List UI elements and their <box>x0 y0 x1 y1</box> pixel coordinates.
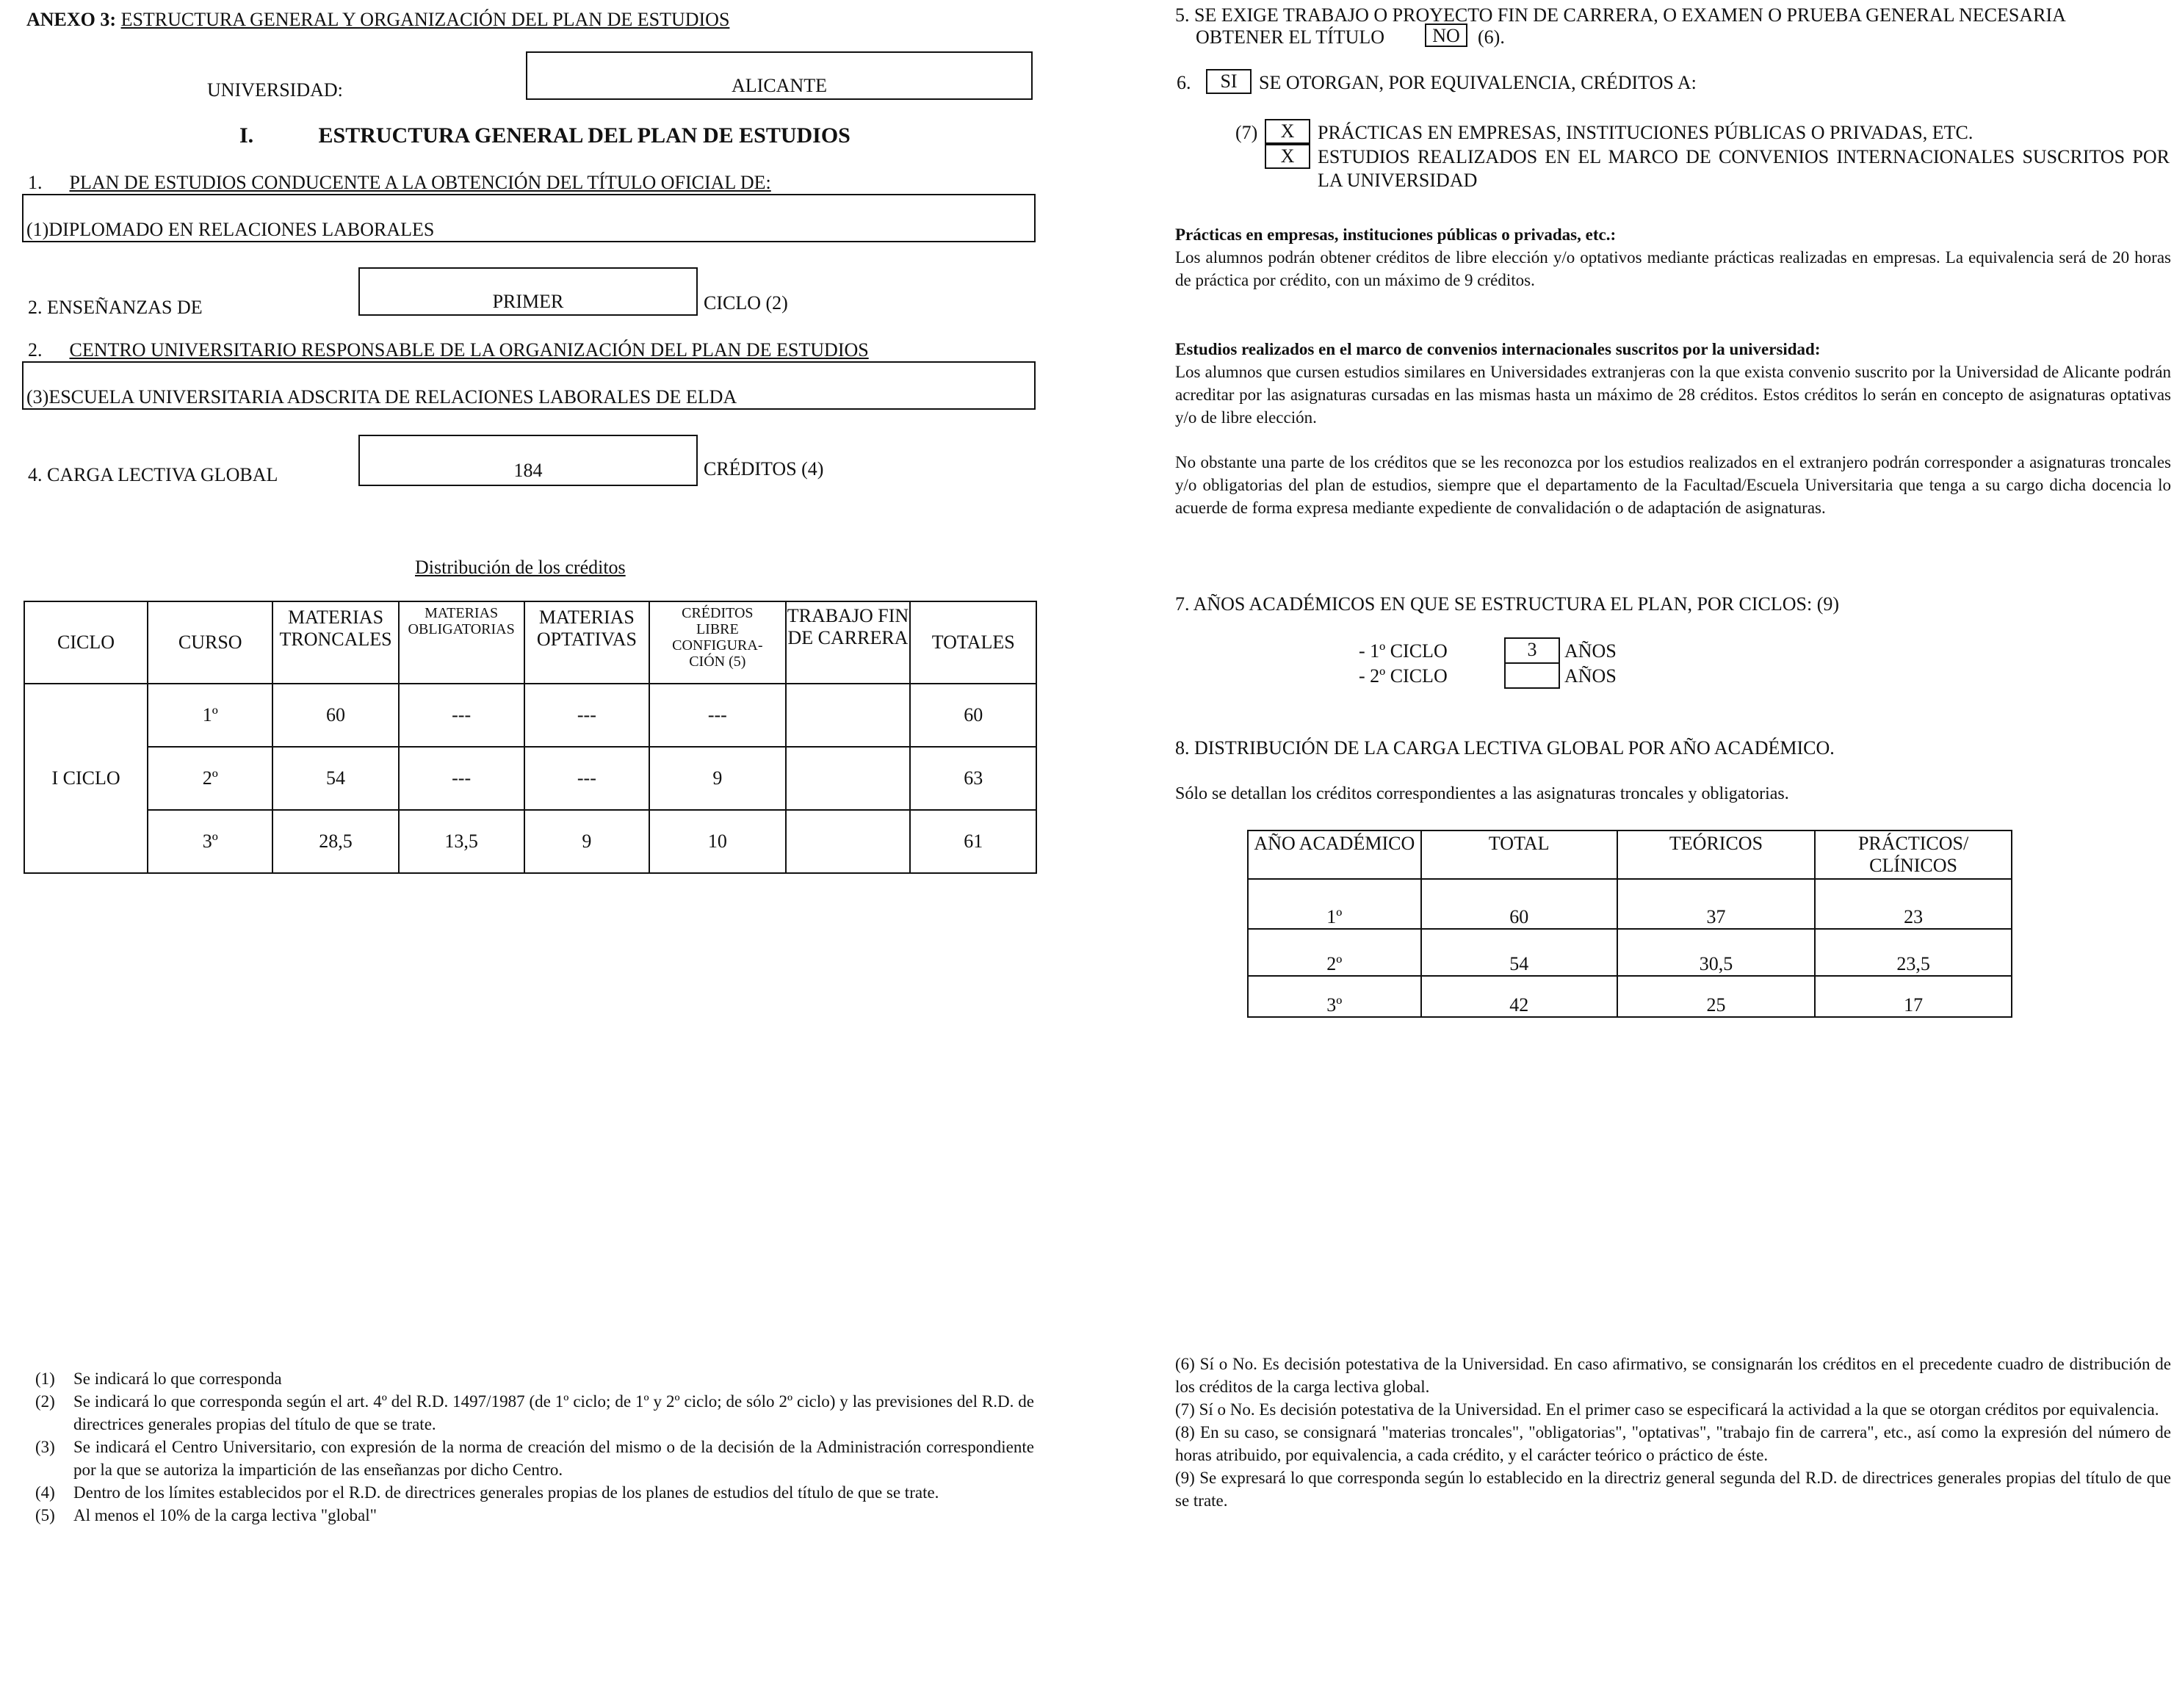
carga-header-cell: AÑO ACADÉMICO <box>1248 831 1421 879</box>
table-row <box>24 810 1036 873</box>
item5-line1: 5. SE EXIGE TRABAJO O PROYECTO FIN DE CARRERA, O EXAMEN O PRUEBA GENERAL NECESARIA <box>1175 4 2066 26</box>
item6-number: 6. <box>1177 72 1191 93</box>
table-row <box>1248 879 2012 929</box>
footnote-item <box>1175 1353 2171 1398</box>
table-cell: 63 <box>910 747 1036 810</box>
table-cell: 10 <box>649 810 785 873</box>
table-row <box>24 747 1036 810</box>
ciclo1-value: 3 <box>1527 639 1537 660</box>
dist-header-row <box>24 601 1036 684</box>
anexo-title: ESTRUCTURA GENERAL Y ORGANIZACIÓN DEL PLAN DE ESTUDIOS <box>120 9 730 30</box>
table-cell: --- <box>524 684 650 747</box>
item6-ref: (7) <box>1235 122 1258 143</box>
item6-value-box <box>1206 69 1252 94</box>
carga-header-cell: TEÓRICOS <box>1617 831 1815 879</box>
footnote-number: (5) <box>35 1506 55 1524</box>
ciclo2-unit: AÑOS <box>1564 665 1617 687</box>
footnote-text: Se expresará lo que corresponda según lo establecido en la directriz general segunda del R.D. de directrices generales propias del título de que se trate. <box>1175 1469 2172 1510</box>
footnote-number: (7) <box>1175 1400 1195 1419</box>
item4-label: 4. CARGA LECTIVA GLOBAL <box>28 464 278 485</box>
table-cell: 42 <box>1421 976 1617 1017</box>
footnote-text: Sí o No. Es decisión potestativa de la Universidad. En caso afirmativo, se consignarán los créditos en el precedente cuadro de distribución de los créditos de la carga lectiva global. <box>1175 1355 2172 1396</box>
ciclo1-value-box <box>1504 637 1560 664</box>
estudios-block <box>1175 338 2171 429</box>
carga-header-row <box>1248 831 2012 879</box>
universidad-value: ALICANTE <box>732 75 827 96</box>
table-row <box>1248 976 2012 1017</box>
carga-value: 184 <box>513 460 543 481</box>
table-cell: 13,5 <box>399 810 524 873</box>
item2-suffix: CICLO (2) <box>704 292 788 314</box>
estudios-text: Los alumnos que cursen estudios similares en Universidades extranjeras con la que exista convenio suscrito por la Universidad de Alicante podrán acreditar por las asignaturas cursadas en las mismas hasta un máximo de 28 créditos. Estos créditos lo serán en concepto de asignaturas optativas y/o de libre elección. <box>1175 363 2171 427</box>
item8-note: Sólo se detallan los créditos correspondientes a las asignaturas troncales y obligatorias. <box>1175 784 1789 803</box>
footnote-number: (2) <box>35 1392 55 1411</box>
practicas-text: Los alumnos podrán obtener créditos de libre elección y/o optativos mediante prácticas realizadas en empresas. La equivalencia será de 20 horas de práctica por crédito, con un máximo de 9 créditos. <box>1175 248 2171 289</box>
item6-label: SE OTORGAN, POR EQUIVALENCIA, CRÉDITOS A: <box>1259 72 1697 93</box>
table-cell: 30,5 <box>1617 929 1815 976</box>
item4-suffix: CRÉDITOS (4) <box>704 458 824 480</box>
dist-header-cell: CICLO <box>24 601 148 684</box>
item3-label: CENTRO UNIVERSITARIO RESPONSABLE DE LA ORGANIZACIÓN DEL PLAN DE ESTUDIOS <box>69 339 869 361</box>
table-cell: --- <box>524 747 650 810</box>
check1-mark: X <box>1280 120 1295 142</box>
table-cell <box>786 684 911 747</box>
table-cell: 23,5 <box>1815 929 2012 976</box>
practicas-block <box>1175 223 2171 292</box>
dist-header-cell: MATERIAS OBLIGATORIAS <box>399 601 524 684</box>
footnote-number: (3) <box>35 1438 55 1456</box>
footnote-number: (4) <box>35 1483 55 1502</box>
right-footnotes <box>1175 1353 2171 1512</box>
table-cell: 2º <box>148 747 272 810</box>
titulo-value: (1)DIPLOMADO EN RELACIONES LABORALES <box>26 219 435 240</box>
table-cell: 60 <box>272 684 398 747</box>
item2-label: 2. ENSEÑANZAS DE <box>28 297 203 318</box>
table-row <box>1248 929 2012 976</box>
table-row <box>24 684 1036 747</box>
carga-header-cell: TOTAL <box>1421 831 1617 879</box>
table-cell: 23 <box>1815 879 2012 929</box>
item8-label: 8. DISTRIBUCIÓN DE LA CARGA LECTIVA GLOBAL POR AÑO ACADÉMICO. <box>1175 737 1835 759</box>
table-cell <box>786 810 911 873</box>
check2-label: ESTUDIOS REALIZADOS EN EL MARCO DE CONVENIOS INTERNACIONALES SUSCRITOS POR LA UNIVERSIDAD <box>1318 146 2170 191</box>
check2-box <box>1265 144 1310 169</box>
section-title: ESTRUCTURA GENERAL DEL PLAN DE ESTUDIOS <box>318 123 851 148</box>
check2-mark: X <box>1280 145 1295 167</box>
titulo-field <box>22 194 1036 242</box>
table-cell: 1º <box>1248 879 1421 929</box>
footnote-item <box>1175 1466 2171 1512</box>
ciclo1-unit: AÑOS <box>1564 640 1617 662</box>
anexo-heading <box>26 9 729 31</box>
footnote-number: (6) <box>1175 1355 1195 1373</box>
no-obstante-text: No obstante una parte de los créditos que se les reconozca por los estudios realizados en el extranjero podrán corresponder a asignaturas troncales y/o obligatorias del plan de estudios, siempre que el departamento de la Facultad/Escuela Universitaria que tenga a su cargo dicha docencia lo acuerde de forma expresa mediante expediente de convalidación o de adaptación de asignaturas. <box>1175 453 2171 517</box>
footnote-item <box>1175 1421 2171 1466</box>
table-cell: --- <box>399 684 524 747</box>
table-cell: 54 <box>1421 929 1617 976</box>
item1-label: PLAN DE ESTUDIOS CONDUCENTE A LA OBTENCIÓN DEL TÍTULO OFICIAL DE: <box>69 172 771 193</box>
item3-heading <box>28 339 869 361</box>
footnote-item <box>35 1504 1034 1527</box>
no-obstante-block <box>1175 451 2171 519</box>
centro-value: (3)ESCUELA UNIVERSITARIA ADSCRITA DE RELACIONES LABORALES DE ELDA <box>26 386 737 408</box>
ensenanzas-value: PRIMER <box>492 291 564 312</box>
item3-number: 2. <box>28 339 43 361</box>
table-cell <box>786 747 911 810</box>
table-cell: 60 <box>910 684 1036 747</box>
check1-label: PRÁCTICAS EN EMPRESAS, INSTITUCIONES PÚBLICAS O PRIVADAS, ETC. <box>1318 122 1973 143</box>
ciclo1-label: - 1º CICLO <box>1359 640 1448 662</box>
dist-header-cell: CURSO <box>148 601 272 684</box>
footnote-text: Al menos el 10% de la carga lectiva "global" <box>73 1506 378 1524</box>
item1-number: 1. <box>28 172 43 193</box>
practicas-title: Prácticas en empresas, instituciones públicas o privadas, etc.: <box>1175 225 1617 244</box>
footnote-text: Sí o No. Es decisión potestativa de la Universidad. En el primer caso se especificará la actividad a la que se otorgan créditos por equivalencia. <box>1199 1400 2159 1419</box>
carga-header-cell: PRÁCTICOS/ CLÍNICOS <box>1815 831 2012 879</box>
ciclo2-value-box <box>1504 662 1560 689</box>
centro-field <box>22 361 1036 410</box>
footnote-number: (9) <box>1175 1469 1195 1487</box>
ensenanzas-field <box>358 267 698 316</box>
dist-header-cell: TOTALES <box>910 601 1036 684</box>
item7-label: 7. AÑOS ACADÉMICOS EN QUE SE ESTRUCTURA EL PLAN, POR CICLOS: (9) <box>1175 593 1840 615</box>
table-cell: 9 <box>524 810 650 873</box>
section-heading <box>239 123 851 148</box>
distribution-table <box>24 601 1037 874</box>
table-cell: 28,5 <box>272 810 398 873</box>
footnote-number: (8) <box>1175 1423 1195 1441</box>
table-cell: 37 <box>1617 879 1815 929</box>
ciclo2-label: - 2º CICLO <box>1359 665 1448 687</box>
footnote-item <box>1175 1398 2171 1421</box>
table-cell: --- <box>399 747 524 810</box>
table-cell: 2º <box>1248 929 1421 976</box>
anexo-prefix: ANEXO 3: <box>26 9 117 30</box>
table-cell: 3º <box>1248 976 1421 1017</box>
item6-value: SI <box>1220 70 1238 92</box>
footnote-number: (1) <box>35 1369 55 1388</box>
footnote-text: Se indicará lo que corresponda <box>73 1369 282 1388</box>
dist-title: Distribución de los créditos <box>415 557 626 578</box>
item5-value-box <box>1425 23 1467 47</box>
table-cell: 60 <box>1421 879 1617 929</box>
carga-table <box>1247 830 2012 1018</box>
footnote-item <box>35 1481 1034 1504</box>
footnote-text: Se indicará el Centro Universitario, con expresión de la norma de creación del mismo o de la decisión de la Administración correspondiente por la que se autoriza la impartición de las enseñanzas por dicho Centro. <box>73 1438 1034 1479</box>
universidad-field <box>526 51 1033 100</box>
footnote-item <box>35 1367 1034 1390</box>
estudios-title: Estudios realizados en el marco de convenios internacionales suscritos por la universidad: <box>1175 340 1821 358</box>
table-cell: 17 <box>1815 976 2012 1017</box>
item1-heading <box>28 172 771 194</box>
table-cell: 54 <box>272 747 398 810</box>
table-cell: 25 <box>1617 976 1815 1017</box>
footnote-item <box>35 1436 1034 1481</box>
dist-header-cell: MATERIAS TRONCALES <box>272 601 398 684</box>
dist-ciclo-cell: I CICLO <box>24 684 148 873</box>
footnote-text: Se indicará lo que corresponda según el art. 4º del R.D. 1497/1987 (de 1º ciclo; de 1º y 2º ciclo; de sólo 2º ciclo) y las previsiones del R.D. de directrices generales propias del título de que se trate. <box>73 1392 1034 1433</box>
table-cell: --- <box>649 684 785 747</box>
item5-value: NO <box>1432 25 1460 46</box>
item5-line2: OBTENER EL TÍTULO <box>1196 26 1385 48</box>
dist-header-cell: CRÉDITOS LIBRE CONFIGURA-CIÓN (5) <box>649 601 785 684</box>
table-cell: 9 <box>649 747 785 810</box>
dist-header-cell: TRABAJO FIN DE CARRERA <box>786 601 911 684</box>
table-cell: 1º <box>148 684 272 747</box>
section-number: I. <box>239 123 254 148</box>
universidad-label: UNIVERSIDAD: <box>207 79 343 101</box>
footnote-text: En su caso, se consignará "materias troncales", "obligatorias", "optativas", "trabajo fin de carrera", etc., así como la expresión del número de horas atribuido, por equivalencia, a cada crédito, y el carácter teórico o práctico de éste. <box>1175 1423 2171 1464</box>
footnote-text: Dentro de los límites establecidos por el R.D. de directrices generales propias de los planes de estudios del título de que se trate. <box>73 1483 939 1502</box>
table-cell: 61 <box>910 810 1036 873</box>
item5-suffix: (6). <box>1478 26 1505 48</box>
left-footnotes <box>35 1367 1034 1527</box>
check1-box <box>1265 119 1310 144</box>
footnote-item <box>35 1390 1034 1436</box>
table-cell: 3º <box>148 810 272 873</box>
carga-field <box>358 435 698 486</box>
dist-header-cell: MATERIAS OPTATIVAS <box>524 601 650 684</box>
